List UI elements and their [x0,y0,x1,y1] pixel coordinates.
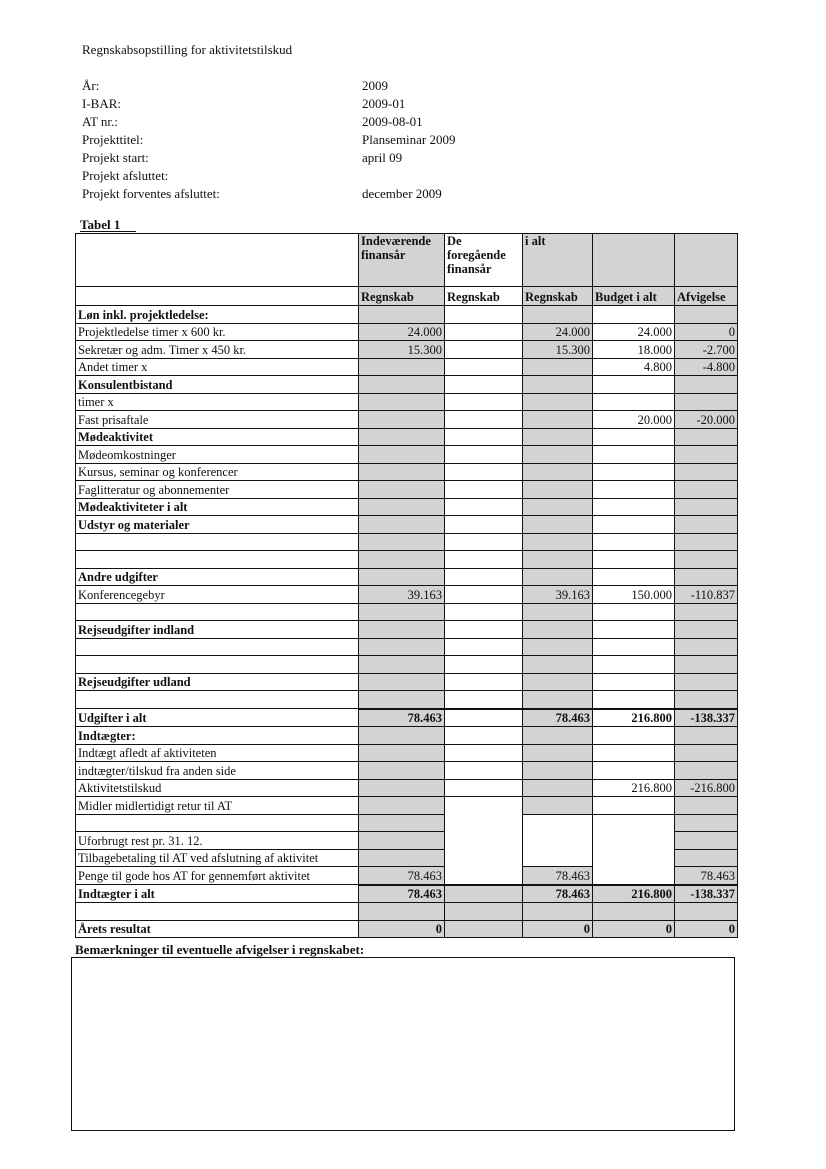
table-row [76,428,738,446]
row-label [76,638,359,656]
value-cell: -138.337 [675,885,738,903]
row-label: Faglitteratur og abonnementer [76,481,359,499]
value-cell [445,691,523,709]
value-cell [593,797,675,815]
value-cell [523,411,593,429]
row-label: Projektledelse timer x 600 kr. [76,323,359,341]
value-cell: 0 [523,920,593,938]
value-cell [359,306,445,324]
meta-row-at-nr [82,113,456,131]
value-cell [523,446,593,464]
row-label: Løn inkl. projektledelse: [76,306,359,324]
table-row [76,903,738,921]
value-cell: 216.800 [593,779,675,797]
table-row [76,463,738,481]
value-cell [593,533,675,551]
value-cell: 39.163 [359,586,445,604]
meta-value: 2009-08-01 [362,114,423,129]
meta-value: december 2009 [362,186,442,201]
value-cell [675,603,738,621]
meta-row-project-ended [82,167,456,185]
meta-value: Planseminar 2009 [362,132,456,147]
value-cell [359,498,445,516]
row-label: Konferencegebyr [76,586,359,604]
value-cell [593,727,675,745]
table-row [76,498,738,516]
value-cell [523,376,593,394]
row-label [76,691,359,709]
value-cell [675,673,738,691]
value-cell [593,832,675,850]
table-row [76,446,738,464]
meta-value: 2009 [362,78,388,93]
value-cell [445,867,523,885]
value-cell [523,481,593,499]
value-cell [593,744,675,762]
value-cell: 0 [593,920,675,938]
value-cell [675,762,738,780]
value-cell [359,446,445,464]
value-cell [523,393,593,411]
value-cell [523,358,593,376]
row-label: Aktivitetstilskud [76,779,359,797]
column-header-cell: Afvigelse [675,287,738,306]
value-cell [445,411,523,429]
value-cell: 24.000 [593,323,675,341]
value-cell [675,446,738,464]
meta-row-project-title [82,131,456,149]
value-cell [675,393,738,411]
value-cell: 78.463 [359,709,445,727]
value-cell [593,498,675,516]
value-cell: 78.463 [523,867,593,885]
value-cell [523,691,593,709]
value-cell [593,463,675,481]
table-row [76,586,738,604]
table-row [76,306,738,324]
value-cell: 15.300 [523,341,593,359]
subheader-label-cell [76,287,359,306]
row-label: Rejseudgifter indland [76,621,359,639]
value-cell: -110.837 [675,586,738,604]
table-row [76,516,738,534]
value-cell [445,393,523,411]
value-cell [445,832,523,850]
table-row [76,691,738,709]
value-cell [359,744,445,762]
value-cell [445,498,523,516]
table-title: Tabel 1 [80,217,121,232]
group-header-cell [675,234,738,287]
value-cell: 24.000 [523,323,593,341]
value-cell [675,727,738,745]
table-row [76,551,738,569]
value-cell [445,762,523,780]
value-cell [359,568,445,586]
value-cell: 78.463 [359,867,445,885]
table-row [76,656,738,674]
value-cell [675,481,738,499]
value-cell [523,603,593,621]
meta-label: Projekt afsluttet: [82,168,169,183]
value-cell [593,762,675,780]
value-cell [523,551,593,569]
row-label [76,551,359,569]
value-cell [593,621,675,639]
value-cell [359,673,445,691]
table-row [76,744,738,762]
value-cell [675,797,738,815]
meta-label: AT nr.: [82,114,118,129]
value-cell [445,306,523,324]
value-cell: 0 [359,920,445,938]
meta-label: I-BAR: [82,96,121,111]
value-cell [445,516,523,534]
row-label [76,603,359,621]
value-cell [675,903,738,921]
value-cell [675,849,738,867]
value-cell [523,638,593,656]
value-cell [523,903,593,921]
value-cell [675,516,738,534]
value-cell: 0 [675,323,738,341]
row-label: Midler midlertidigt retur til AT [76,797,359,815]
value-cell [675,568,738,586]
value-cell [445,638,523,656]
column-header-cell: Regnskab [359,287,445,306]
table-row [76,568,738,586]
document-title: Regnskabsopstilling for aktivitetstilskud [82,42,293,57]
value-cell [593,814,675,832]
table-row [76,673,738,691]
value-cell [359,358,445,376]
value-cell [523,533,593,551]
table-row [76,867,738,885]
row-label: Mødeomkostninger [76,446,359,464]
meta-row-ibar [82,95,456,113]
value-cell: -4.800 [675,358,738,376]
value-cell [523,762,593,780]
meta-row-project-start [82,149,456,167]
meta-value: 2009-01 [362,96,406,111]
table-row [76,727,738,745]
value-cell [445,358,523,376]
value-cell: 20.000 [593,411,675,429]
row-label: Fast prisaftale [76,411,359,429]
value-cell [523,814,593,832]
accounting-table [75,233,738,938]
value-cell [359,638,445,656]
value-cell [675,638,738,656]
value-cell [593,446,675,464]
table-row [76,920,738,938]
value-cell [445,709,523,727]
row-label: Udgifter i alt [76,709,359,727]
meta-row-expected-end [82,185,456,203]
value-cell [523,727,593,745]
value-cell: 78.463 [523,709,593,727]
meta-label: År: [82,78,100,93]
value-cell [359,551,445,569]
value-cell [445,885,523,903]
value-cell [593,481,675,499]
meta-label: Projekt forventes afsluttet: [82,186,220,201]
value-cell [523,797,593,815]
value-cell [359,393,445,411]
value-cell [445,779,523,797]
value-cell: 18.000 [593,341,675,359]
value-cell [359,621,445,639]
value-cell [445,621,523,639]
value-cell [675,744,738,762]
value-cell: 24.000 [359,323,445,341]
row-label: timer x [76,393,359,411]
row-label: Årets resultat [76,920,359,938]
value-cell [675,691,738,709]
group-header-cell [593,234,675,287]
table-row [76,393,738,411]
row-label [76,656,359,674]
value-cell [359,691,445,709]
row-label: Indtægter i alt [76,885,359,903]
value-cell: -20.000 [675,411,738,429]
table-row [76,849,738,867]
value-cell [359,481,445,499]
row-label: Sekretær og adm. Timer x 450 kr. [76,341,359,359]
value-cell [523,744,593,762]
value-cell [593,903,675,921]
value-cell [445,903,523,921]
value-cell [593,849,675,867]
table-row [76,814,738,832]
value-cell [675,814,738,832]
value-cell [445,428,523,446]
value-cell [359,727,445,745]
value-cell [593,568,675,586]
column-header-cell: Regnskab [523,287,593,306]
value-cell [359,832,445,850]
table-row [76,621,738,639]
value-cell [593,306,675,324]
value-cell [675,533,738,551]
row-label: Udstyr og materialer [76,516,359,534]
table-row [76,885,738,903]
value-cell [523,621,593,639]
value-cell [445,323,523,341]
table-row [76,376,738,394]
value-cell [359,376,445,394]
value-cell [445,533,523,551]
value-cell [593,603,675,621]
value-cell [593,393,675,411]
table-row [76,762,738,780]
value-cell [523,463,593,481]
value-cell [523,516,593,534]
value-cell [523,306,593,324]
value-cell [593,376,675,394]
value-cell [523,832,593,850]
value-cell [445,603,523,621]
value-cell: 4.800 [593,358,675,376]
meta-row-year [82,77,456,95]
value-cell [523,779,593,797]
value-cell [675,551,738,569]
value-cell [359,533,445,551]
table-row [76,797,738,815]
group-header-cell: De foregående finansår [445,234,523,287]
value-cell [445,376,523,394]
value-cell [359,814,445,832]
value-cell [445,586,523,604]
value-cell [445,446,523,464]
row-label: indtægter/tilskud fra anden side [76,762,359,780]
table-row [76,638,738,656]
value-cell: 216.800 [593,709,675,727]
value-cell [523,849,593,867]
value-cell: -216.800 [675,779,738,797]
row-label: Andet timer x [76,358,359,376]
row-label: Uforbrugt rest pr. 31. 12. [76,832,359,850]
value-cell [523,568,593,586]
value-cell [523,428,593,446]
value-cell [359,428,445,446]
value-cell [359,516,445,534]
remarks-box [71,957,735,1131]
row-label: Penge til gode hos AT for gennemført aktivitet [76,867,359,885]
value-cell [593,691,675,709]
value-cell [445,481,523,499]
value-cell [593,638,675,656]
value-cell [445,568,523,586]
meta-value: april 09 [362,150,403,165]
value-cell [593,551,675,569]
value-cell: 78.463 [359,885,445,903]
table-row [76,411,738,429]
value-cell: 39.163 [523,586,593,604]
value-cell [675,463,738,481]
value-cell [675,376,738,394]
value-cell [675,656,738,674]
row-label: Mødeaktiviteter i alt [76,498,359,516]
value-cell [359,903,445,921]
value-cell [675,498,738,516]
value-cell: 150.000 [593,586,675,604]
value-cell [445,744,523,762]
row-label: Tilbagebetaling til AT ved afslutning af aktivitet [76,849,359,867]
value-cell [359,849,445,867]
value-cell: 78.463 [675,867,738,885]
value-cell [359,779,445,797]
table-row [76,779,738,797]
header-label-cell [76,234,359,287]
row-label: Andre udgifter [76,568,359,586]
value-cell [445,673,523,691]
table-row [76,603,738,621]
value-cell: 0 [675,920,738,938]
column-header-cell: Regnskab [445,287,523,306]
value-cell [445,797,523,815]
value-cell [675,428,738,446]
table-row [76,341,738,359]
row-label [76,533,359,551]
group-header-cell: i alt [523,234,593,287]
group-header-cell: Indeværende finansår [359,234,445,287]
value-cell [445,814,523,832]
row-label: Indtægt afledt af aktiviteten [76,744,359,762]
table-row [76,832,738,850]
table-row [76,533,738,551]
table-row [76,709,738,727]
row-label [76,903,359,921]
value-cell [359,797,445,815]
value-cell [593,867,675,885]
value-cell [359,411,445,429]
row-label [76,814,359,832]
value-cell [359,603,445,621]
value-cell: 216.800 [593,885,675,903]
row-label: Rejseudgifter udland [76,673,359,691]
row-label: Konsulentbistand [76,376,359,394]
value-cell [523,498,593,516]
row-label: Indtægter: [76,727,359,745]
table-row [76,481,738,499]
value-cell [445,727,523,745]
value-cell [445,551,523,569]
value-cell [359,656,445,674]
value-cell [593,428,675,446]
project-metadata [82,77,456,203]
value-cell [445,656,523,674]
value-cell: 78.463 [523,885,593,903]
column-header-cell: Budget i alt [593,287,675,306]
value-cell [445,341,523,359]
value-cell [675,621,738,639]
value-cell: -138.337 [675,709,738,727]
value-cell [593,516,675,534]
value-cell: -2.700 [675,341,738,359]
table-row [76,323,738,341]
value-cell [445,463,523,481]
table-title-underline [80,231,136,232]
value-cell [675,306,738,324]
row-label: Kursus, seminar og konferencer [76,463,359,481]
table-row [76,358,738,376]
value-cell [593,656,675,674]
value-cell [359,463,445,481]
value-cell [445,920,523,938]
row-label: Mødeaktivitet [76,428,359,446]
value-cell [445,849,523,867]
remarks-title: Bemærkninger til eventuelle afvigelser i regnskabet: [75,942,365,957]
value-cell: 15.300 [359,341,445,359]
meta-label: Projekttitel: [82,132,144,147]
value-cell [523,656,593,674]
value-cell [593,673,675,691]
value-cell [523,673,593,691]
value-cell [359,762,445,780]
meta-label: Projekt start: [82,150,149,165]
value-cell [675,832,738,850]
